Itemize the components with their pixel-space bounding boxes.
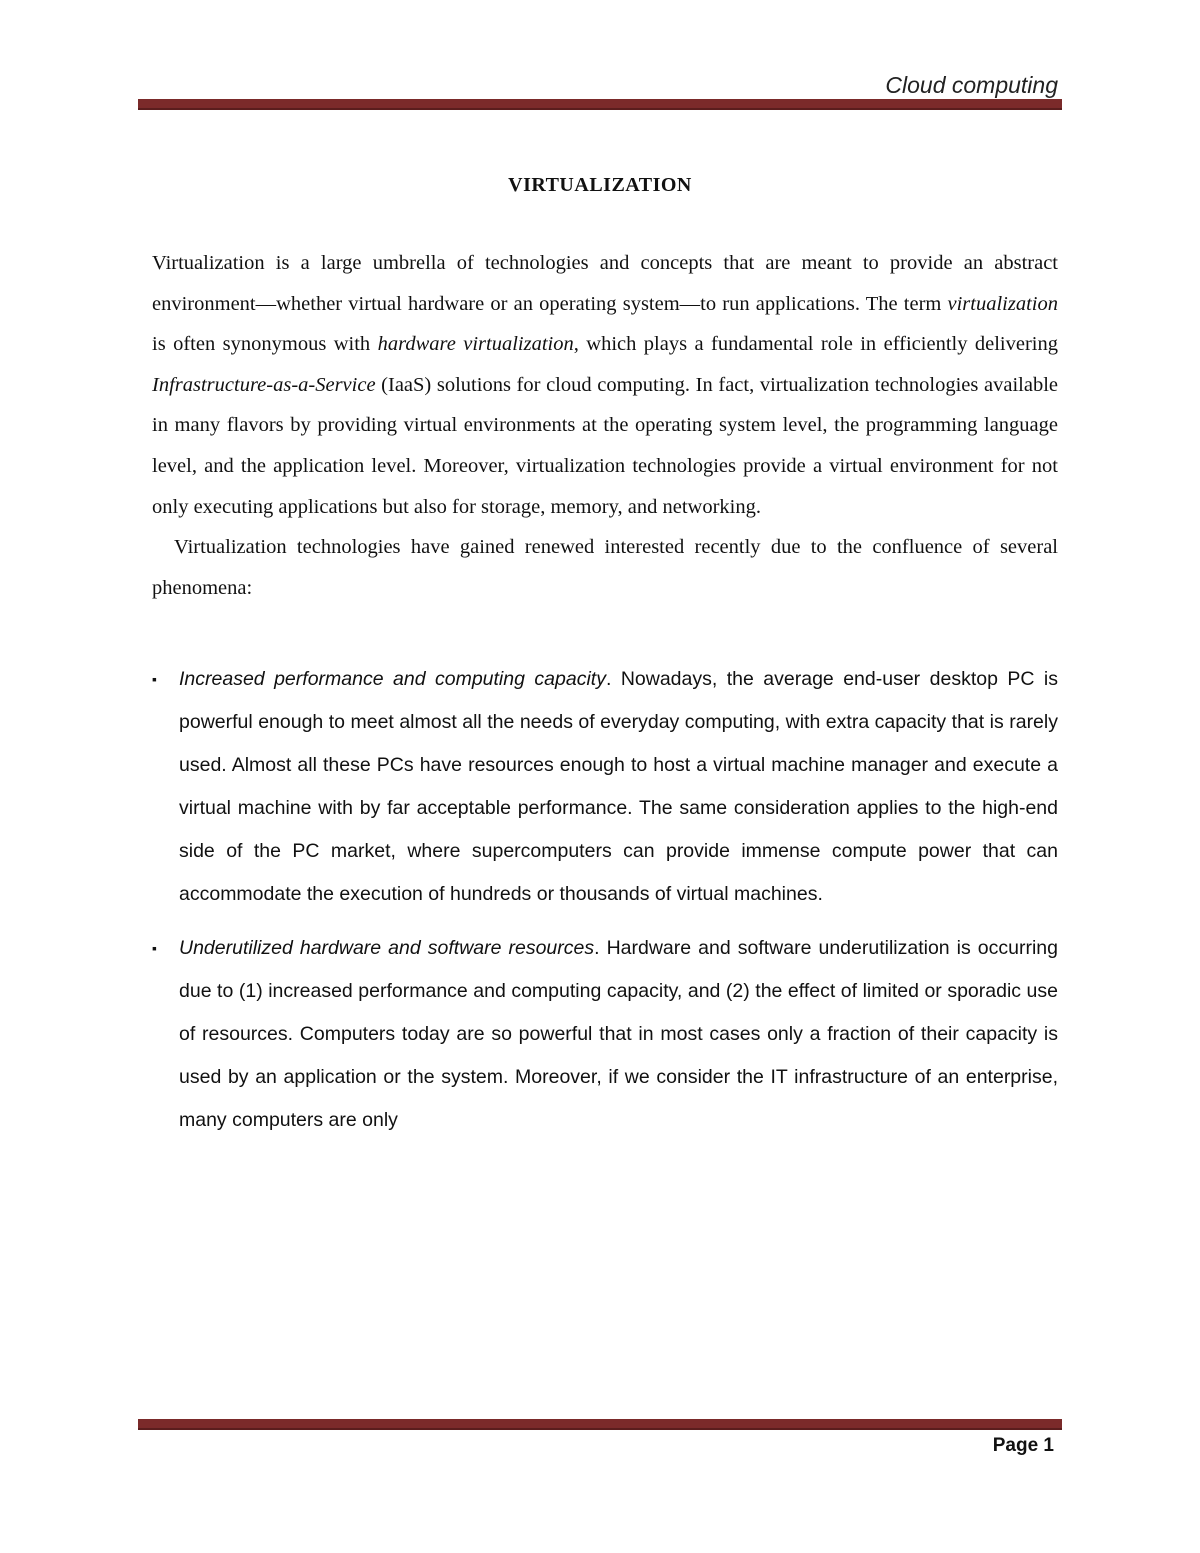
term-virtualization: virtualization: [947, 292, 1058, 315]
paragraph-intro: [152, 243, 1058, 527]
page-number: Page 1: [992, 1435, 1054, 1456]
list-item: [152, 658, 1058, 916]
list-item-lead: Underutilized hardware and software resources: [179, 937, 595, 959]
phenomena-list: [152, 658, 1058, 1142]
list-item-lead: Increased performance and computing capacity: [179, 668, 606, 690]
bullet-marker: ▪: [152, 940, 157, 956]
running-header: Cloud computing: [885, 72, 1058, 98]
term-hardware-virtualization: hardware virtualization: [377, 333, 574, 356]
term-iaas: Infrastructure-as-a-Service: [152, 373, 376, 396]
section-title: VIRTUALIZATION: [508, 174, 692, 196]
list-item-text: . Hardware and software underutilization is occurring due to (1) increased performance and computing capacity, and (2) the effect of limited or sporadic use of resources. Computers today are so powerful that in most cases only a fraction of their capacity is used by an application or the system. Moreover, if we consider the IT infrastructure of an enterprise, many computers are only: [179, 937, 1059, 1131]
bullet-marker: ▪: [152, 671, 157, 687]
footer-rule: [138, 1419, 1062, 1430]
paragraph-intro-text-4: (IaaS) solutions for cloud computing. In fact, virtualization technologies available in many flavors by providing virtual environments at the operating system level, the programming language level, and the application level. Moreover, virtualization technologies provide a virtual environment for not only executing applications but also for storage, memory, and networking.: [152, 373, 1058, 518]
paragraph-intro-text-2: is often synonymous with: [152, 333, 378, 356]
paragraph-intro-text-1: Virtualization is a large umbrella of technologies and concepts that are meant to provide an abstract environment—whether virtual hardware or an operating system—to run applications. The term: [152, 252, 1058, 315]
body-text: [152, 243, 1058, 608]
list-item: [152, 927, 1058, 1142]
paragraph-phenomena: Virtualization technologies have gained renewed interested recently due to the confluence of several phenomena:: [152, 536, 1058, 599]
list-item-text: . Nowadays, the average end-user desktop PC is powerful enough to meet almost all the needs of everyday computing, with extra capacity that is rarely used. Almost all these PCs have resources enough to host a virtual machine manager and execute a virtual machine with by far acceptable performance. The same consideration applies to the high-end side of the PC market, where supercomputers can provide immense compute power that can accommodate the execution of hundreds or thousands of virtual machines.: [179, 668, 1058, 905]
header-rule: [138, 99, 1062, 110]
paragraph-intro-text-3: , which plays a fundamental role in efficiently delivering: [573, 333, 1058, 356]
